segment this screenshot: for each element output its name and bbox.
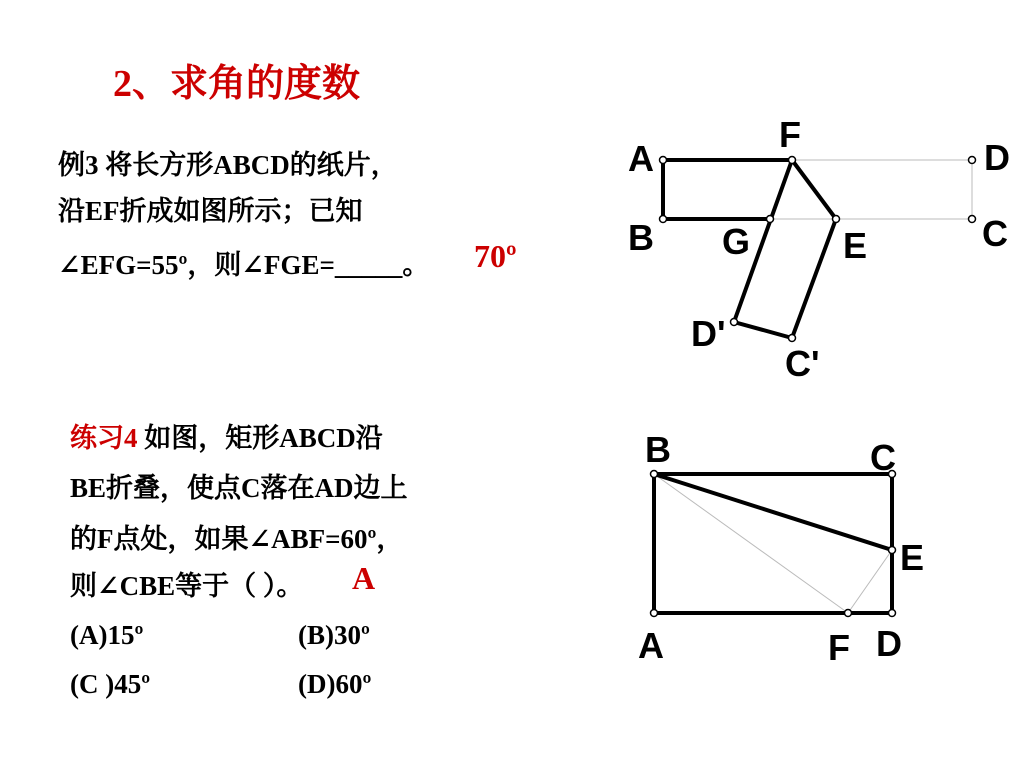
point-d-prime bbox=[731, 319, 738, 326]
point-f bbox=[789, 157, 796, 164]
point-a bbox=[660, 157, 667, 164]
fold-line-be bbox=[654, 474, 892, 550]
point-e bbox=[889, 547, 896, 554]
exercise-line-1-text: 如图，矩形ABCD沿 bbox=[137, 423, 383, 453]
label-d: D bbox=[984, 137, 1010, 178]
option-a: (A)15º bbox=[70, 620, 144, 650]
exercise-line-4: 则∠CBE等于（ ）。 bbox=[70, 571, 304, 601]
label-e: E bbox=[843, 225, 868, 266]
segment-fe bbox=[848, 550, 892, 613]
page-title: 2、求角的度数 bbox=[113, 63, 361, 105]
label-b: B bbox=[628, 217, 654, 258]
point-e bbox=[833, 216, 840, 223]
label-d: D bbox=[876, 623, 902, 664]
segment-bf bbox=[654, 474, 848, 613]
label-f: F bbox=[828, 627, 850, 668]
option-b: (B)30º bbox=[298, 620, 370, 650]
option-d: (D)60º bbox=[298, 669, 372, 699]
option-c: (C )45º bbox=[70, 669, 151, 699]
example-answer: 70º bbox=[474, 238, 517, 274]
label-d-prime: D' bbox=[691, 313, 726, 354]
label-f: F bbox=[779, 114, 801, 155]
point-c bbox=[969, 216, 976, 223]
point-f bbox=[845, 610, 852, 617]
exercise-label: 练习4 bbox=[70, 423, 138, 453]
label-a: A bbox=[628, 138, 654, 179]
label-g: G bbox=[722, 221, 751, 262]
exercise-answer: A bbox=[352, 560, 376, 596]
label-c-prime: C' bbox=[785, 343, 820, 384]
figure-1 bbox=[628, 114, 1010, 384]
point-c-prime bbox=[789, 335, 796, 342]
exercise-line-3: 的F点处，如果∠ABF=60º， bbox=[70, 524, 404, 554]
example-line-3: ∠EFG=55º，则∠FGE=_____。 bbox=[58, 250, 430, 280]
rectangle-abcd bbox=[654, 474, 892, 613]
label-e: E bbox=[900, 537, 925, 578]
label-c: C bbox=[982, 213, 1008, 254]
label-a: A bbox=[638, 625, 664, 666]
point-b bbox=[651, 471, 658, 478]
point-a bbox=[651, 610, 658, 617]
point-d bbox=[969, 157, 976, 164]
point-d bbox=[889, 610, 896, 617]
label-c: C bbox=[870, 437, 896, 478]
point-g bbox=[767, 216, 774, 223]
example-line-2: 沿EF折成如图所示；已知 bbox=[58, 196, 363, 226]
example-line-1: 例3 将长方形ABCD的纸片， bbox=[58, 150, 398, 180]
exercise-line-2: BE折叠，使点C落在AD边上 bbox=[70, 473, 408, 503]
figure-2 bbox=[638, 429, 924, 668]
label-b: B bbox=[645, 429, 671, 470]
point-b bbox=[660, 216, 667, 223]
